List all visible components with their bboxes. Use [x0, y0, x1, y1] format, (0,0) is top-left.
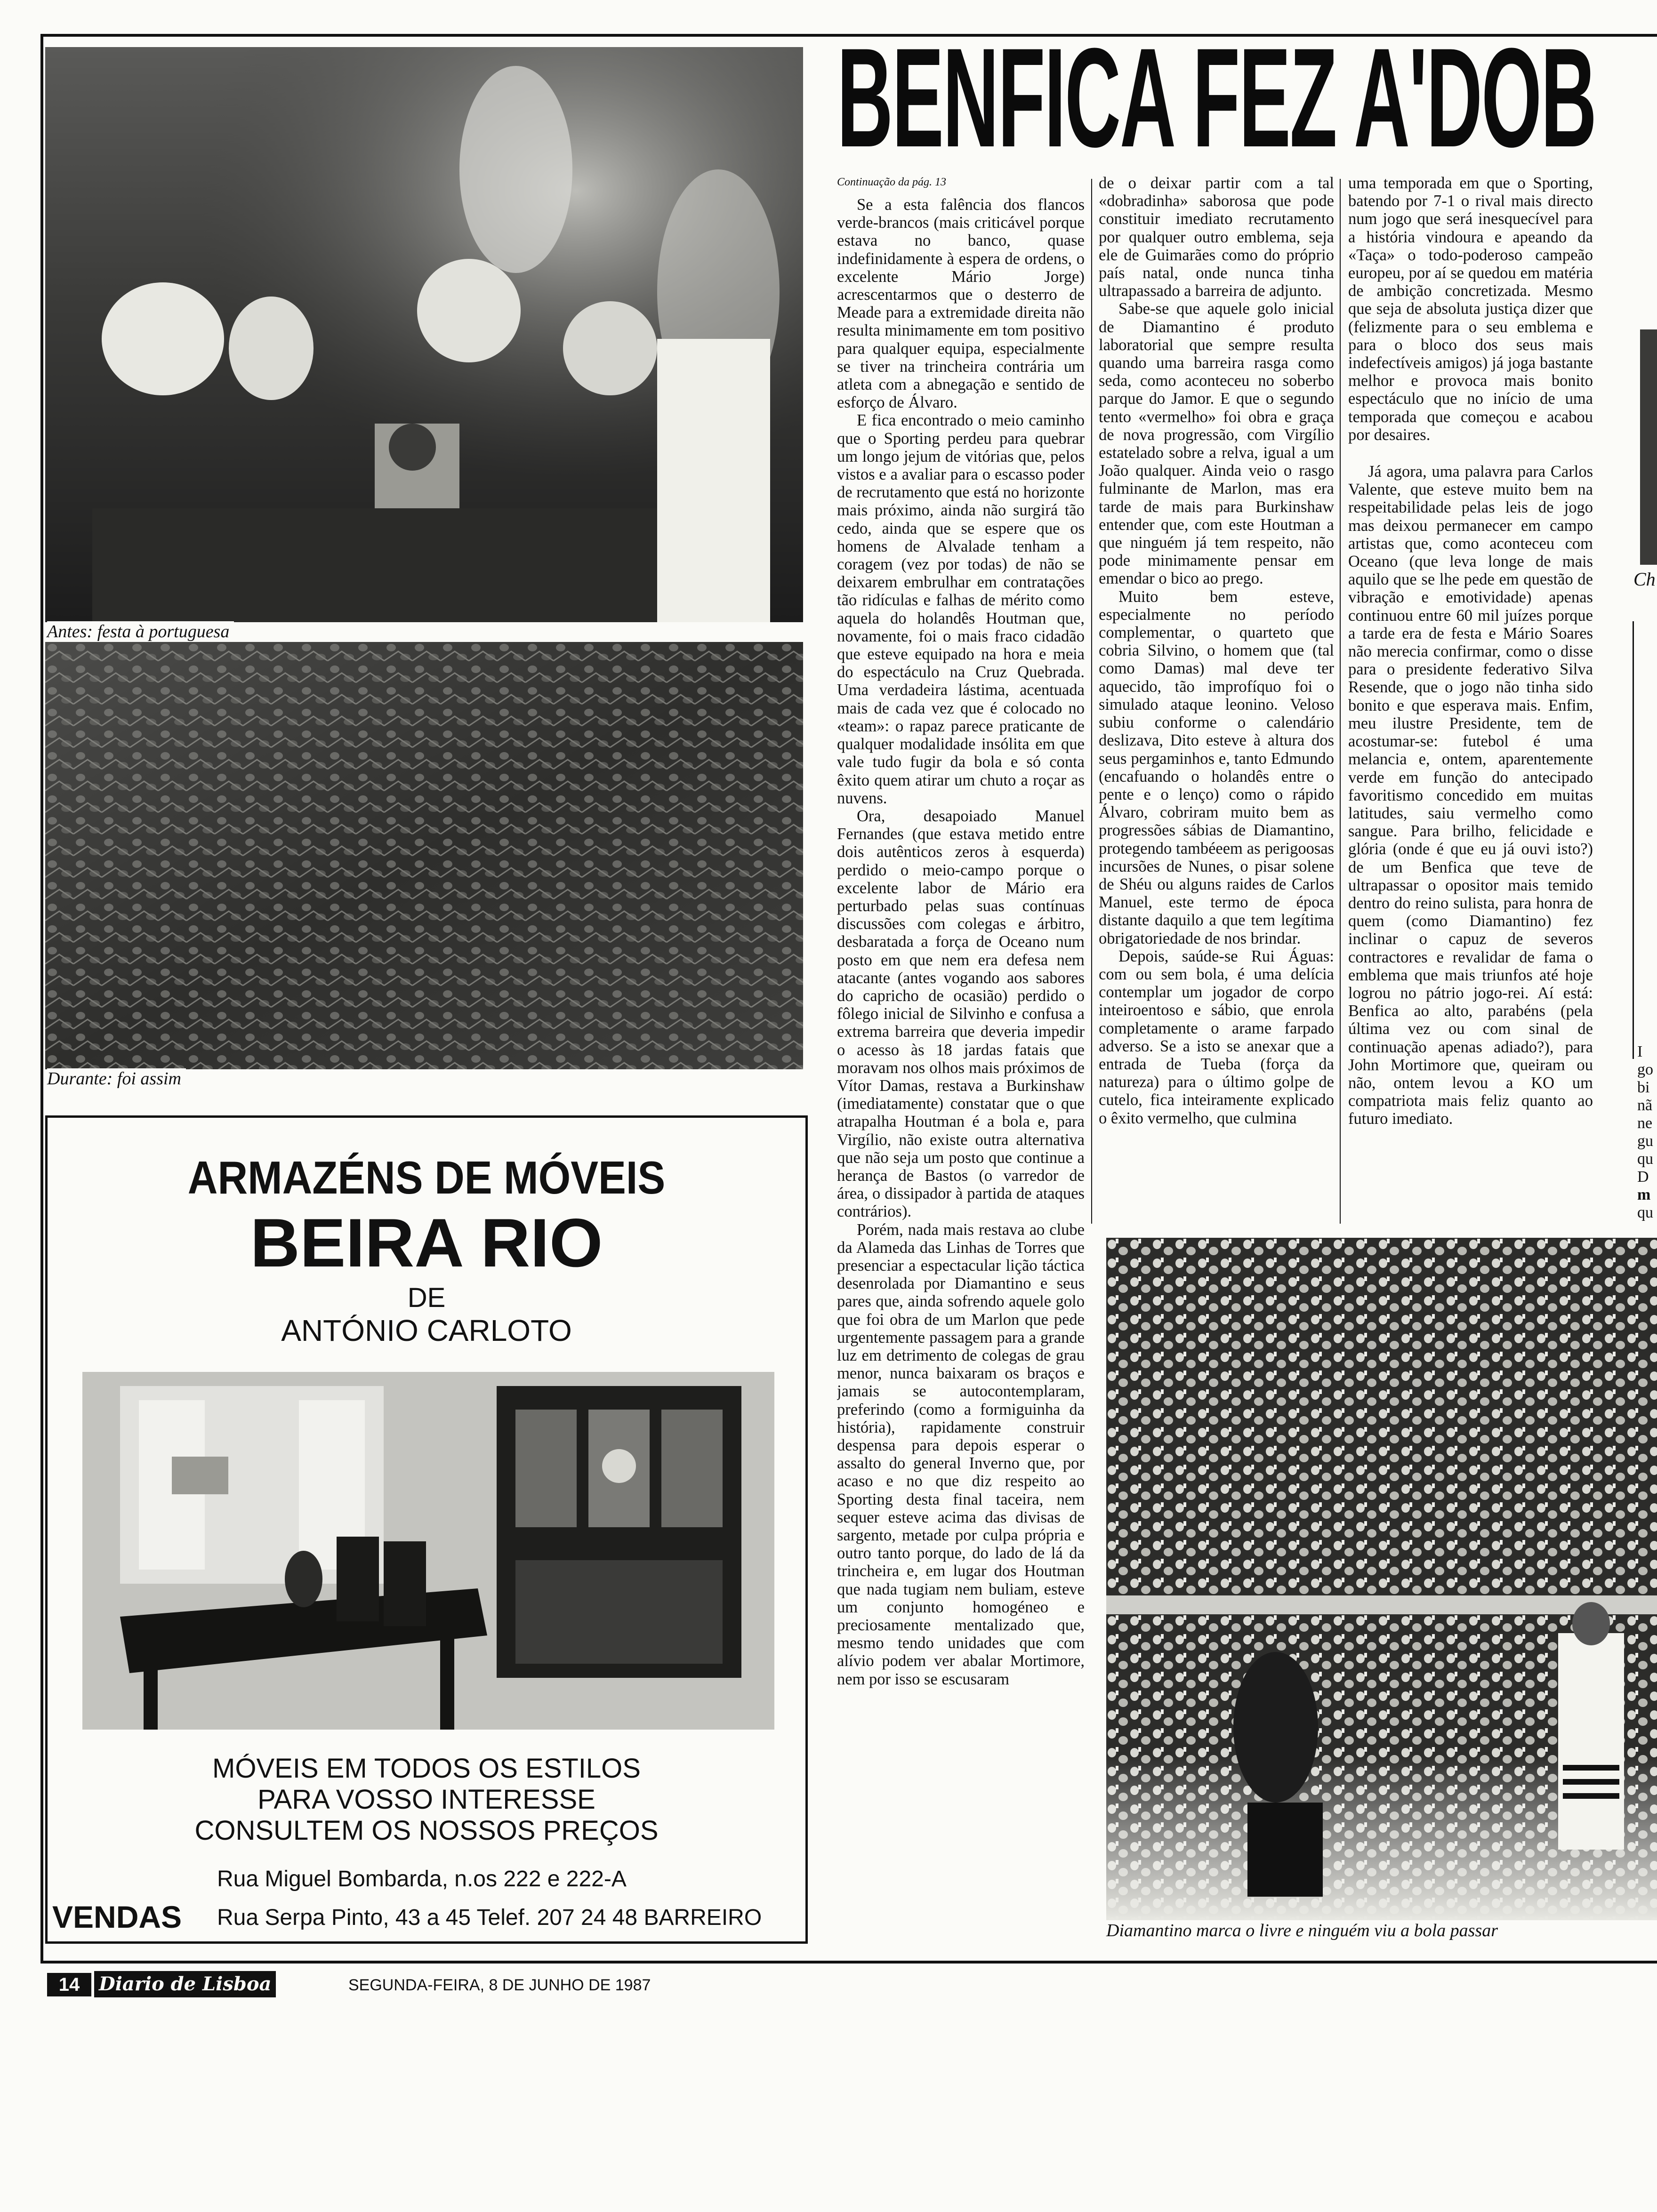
- page-number: 14: [47, 1973, 91, 1996]
- paragraph: Ora, desapoiado Manuel Fernandes (que estava metido entre dois autênticos zeros à esquerda) perdido o meio-campo porque o excelente labor de Mário era perturbado pelas suas contínuas discussões com colegas e árbitro, desbaratada a força de Oceano num posto em que nem era defesa nem atacante (antes vogando aos sabores do capricho de ocasião) perdido o fôlego inicial de Silvinho e confusa a extrema barreira que deveria impedir o acesso às 18 jardas fatais que moravam nos olhos mais próximos de Vítor Damas, restava a Burkinshaw (imediatamente) constatar que o que atrapalha Houtman é a bola e, para Virgílio, não existe outra alternativa que não seja um posto que continue a herança de Bastos (o varredor de área, o dissipador à partida de ataques contrários).: [837, 807, 1085, 1221]
- photo-during: [45, 642, 803, 1069]
- column-rule: [1340, 179, 1341, 1224]
- masthead-logo: Diario de Lisboa: [94, 1971, 276, 1997]
- caption-during: Durante: foi assim: [47, 1068, 186, 1089]
- photo-before: [45, 47, 803, 622]
- ad-address-2: Rua Serpa Pinto, 43 a 45 Telef. 207 24 48 BARREIRO: [217, 1905, 762, 1930]
- caption-before: Antes: festa à portuguesa: [47, 621, 234, 642]
- right-edge-photo-fragment: [1640, 329, 1657, 565]
- left-border: [40, 34, 43, 1964]
- headline-wrap: [837, 43, 1657, 152]
- advertisement-box: [45, 1115, 808, 1944]
- ad-address-1: Rua Miguel Bombarda, n.os 222 e 222-A: [217, 1867, 627, 1891]
- article-column-2: [1099, 174, 1334, 1225]
- top-border: [40, 34, 1657, 37]
- fragment-line: I: [1637, 1043, 1643, 1060]
- fragment-line: bi: [1637, 1079, 1650, 1096]
- paragraph: de o deixar partir com a tal «dobradinha» saborosa que pode constituir imediato recrutamento por qualquer outro emblema, seja ele de Guimarães como do próprio país natal, onde nunca tinha ultrapassado a barreira de adjunto.: [1099, 174, 1334, 300]
- paragraph: Muito bem esteve, especialmente no período complementar, o quarteto que cobria Silvino, o homem que (tal como Damas) mal deve ter aquecido, tão improfíquo foi o simulado ataque leonino. Veloso subiu conforme o calendário deslizava, Dito esteve à altura dos seus pergaminhos e, tanto Edmundo (encafuando o holandês entre o pente e o lenço) como o rápido Álvaro, cobriram muito bem as progressões sábias de Diamantino, protegendo tambéeem as perigoosas incursões de Nunes, o pisar solene de Shéu ou alguns raides de Carlos Manuel, este termo de época distante daquilo a que tem legítima obrigatoriedade de nos brindar.: [1099, 587, 1334, 947]
- fragment-line: qu: [1637, 1204, 1653, 1221]
- article-column-1: [837, 196, 1085, 1937]
- fragment-line: nã: [1637, 1097, 1653, 1114]
- ad-brand: BEIRA RIO: [250, 1204, 603, 1281]
- fragment-line: m: [1637, 1186, 1651, 1203]
- ad-slogan-line-2: PARA VOSSO INTERESSE: [257, 1784, 595, 1815]
- paragraph: Já agora, uma palavra para Carlos Valente, que esteve muito bem na respeitabilidade pelas leis de jogo mas deixou permanecer em campo artistas que, como aconteceu com Oceano (que leva longe de mais aquilo que se lhe pede em questão de vibração e emotividade) apenas continuou entre 60 mil juízes porque a tarde era de festa e Mário Soares não merecia confirmar, como o disse para o presidente federativo Silva Resende, que o jogo não tinha sido bonito e que esperava mais. Enfim, meu ilustre Presidente, tem de acostumar-se: futebol é uma melancia e, ontem, aparentemente verde em função do antecipado favoritismo concedido em muitas latitudes, saiu vermelho como sangue. Para brilho, felicidade e glória (onde é que eu já ouvi isto?) de um Benfica que teve de ultrapassar o opositor mais temido dentro do reino sulista, para honra de quem (como Diamantino) fez inclinar o capuz de severos contractores e revalidar de fama o emblema que mais triunfos até hoje logrou no pátrio jogo-rei. Aí está: Benfica ao alto, parabéns (pela última vez ou com sinal de continuação apenas adiado?), para John Mortimore que, queiram ou não, ontem levou a KO um compatriota mais feliz quanto ao futuro imediato.: [1348, 463, 1593, 1128]
- ad-title: ARMAZÉNS DE MÓVEIS: [187, 1152, 666, 1203]
- headline: BENFICA FEZ A'DOB: [837, 43, 1596, 152]
- right-edge-rule: [1633, 621, 1634, 1059]
- fragment-line: gu: [1637, 1132, 1653, 1150]
- continuation-note: Continuação da pág. 13: [837, 176, 946, 188]
- ad-vendas: VENDAS: [52, 1899, 182, 1934]
- ad-de: DE: [407, 1282, 446, 1313]
- right-edge-text-fragment: [1637, 1043, 1657, 1231]
- right-edge-caption-fragment: Ch: [1633, 570, 1656, 588]
- bottom-border: [40, 1961, 1657, 1964]
- photo-goal: [1106, 1238, 1657, 1920]
- ad-slogan-line-1: MÓVEIS EM TODOS OS ESTILOS: [212, 1753, 641, 1784]
- column-rule: [1091, 179, 1092, 1224]
- paragraph: Depois, saúde-se Rui Águas: com ou sem bola, é uma delícia contemplar um jogador de corpo inteiroentoso e sábio, que enrola completamente o arame farpado adverso. Se a isto se anexar que a entrada de Tueba (força da natureza) para o último golpe de cutelo, fica inteiramente explicado o êxito vermelho, que culmina: [1099, 947, 1334, 1127]
- ad-furniture-photo: [82, 1372, 774, 1730]
- paragraph: Porém, nada mais restava ao clube da Alameda das Linhas de Torres que presenciar a espectacular lição táctica desenrolada por Diamantino e seus pares que, ainda sofrendo aquele golo que foi obra de um Marlon que pede urgentemente passagem para a grande luz em detrimento de colegas de grau menor, nunca baixaram os braços e jamais se autocontemplaram, preferindo (como a formiguinha da história), rapidamente construir despensa para depois esperar o assalto do general Inverno que, por acaso e no que diz respeito ao Sporting desta final taceira, nem sequer esteve acima das divisas de sargento, metade por culpa própria e outro tanto porque, do lado de lá da trincheira e, em lugar dos Houtman que nada tugiam nem buliam, esteve um conjunto homogéneo e preciosamente mentalizado que, mesmo tendo unidades que com alívio podem ver abalar Mortimore, nem por isso se escusaram: [837, 1220, 1085, 1688]
- caption-goal: Diamantino marca o livre e ninguém viu a bola passar: [1106, 1920, 1503, 1941]
- paragraph: Sabe-se que aquele golo inicial de Diamantino é produto laboratorial que sempre resulta quando uma barreira rasga como seda, como aconteceu no soberbo parque do Jamor. E que o segundo tento «vermelho» foi obra e graça de nova progressão, com Virgílio estatelado sobre a relva, igual a um João qualquer. Ainda veio o rasgo fulminante de Marlon, mas era tarde de mais para Burkinshaw entender que, com este Houtman a que ninguém já tem respeito, não pode minimamente pensar em emendar o bico ao prego.: [1099, 300, 1334, 588]
- paragraph: E fica encontrado o meio caminho que o Sporting perdeu para quebrar um longo jejum de vitórias que, pelos vistos e a avaliar para o escasso poder de recrutamento que está no horizonte mais próximo, ainda não surgirá tão cedo, ainda que se espere que os homens de Alvalade tenham a coragem (vez por todas) de não se deixarem embrulhar em contratações tão ridículas e falhas de mérito como aquela do holandês Houtman que, novamente, foi o mais fraco cidadão que esteve equipado na hora e meia do espectáculo na Cruz Quebrada. Uma verdadeira lástima, acentuada mais de cada vez que é colocado no «team»: o rapaz parece praticante de qualquer modalidade insólita em que vale tudo fugir da bola e só conta êxito quem atirar um chuto a roçar as nuvens.: [837, 411, 1085, 807]
- ad-slogan-line-3: CONSULTEM OS NOSSOS PREÇOS: [194, 1815, 659, 1846]
- fragment-line: ne: [1637, 1114, 1653, 1132]
- fragment-line: qu: [1637, 1150, 1653, 1168]
- fragment-line: go: [1637, 1061, 1653, 1078]
- fragment-line: D: [1637, 1168, 1649, 1186]
- paragraph: uma temporada em que o Sporting, batendo por 7-1 o rival mais directo num jogo que será inesquecível para a história vindoura e apeando da «Taça» o todo-poderoso campeão europeu, por aí se quedou em matéria de ambição concretizada. Mesmo que seja de absoluta justiça dizer que (felizmente para o seu emblema e para o bloco dos seus mais indefectíveis amigos) já joga bastante melhor e provoca mais bonito espectáculo que no início de uma temporada que começou e acabou por desaires.: [1348, 174, 1593, 444]
- footer-date: SEGUNDA-FEIRA, 8 DE JUNHO DE 1987: [348, 1976, 651, 1994]
- paragraph: Se a esta falência dos flancos verde-brancos (mais criticável porque estava no banco, quase indefinidamente à espera de ordens, o excelente Mário Jorge) acrescentarmos que o desterro de Meade para a extremidade direita não resulta minimamente em tom positivo para qualquer equipa, especialmente se tiver na trincheira contrária um atleta com a abnegação e sentido de esforço de Álvaro.: [837, 196, 1085, 412]
- ad-owner: ANTÓNIO CARLOTO: [281, 1314, 572, 1347]
- article-column-3: [1348, 174, 1593, 1225]
